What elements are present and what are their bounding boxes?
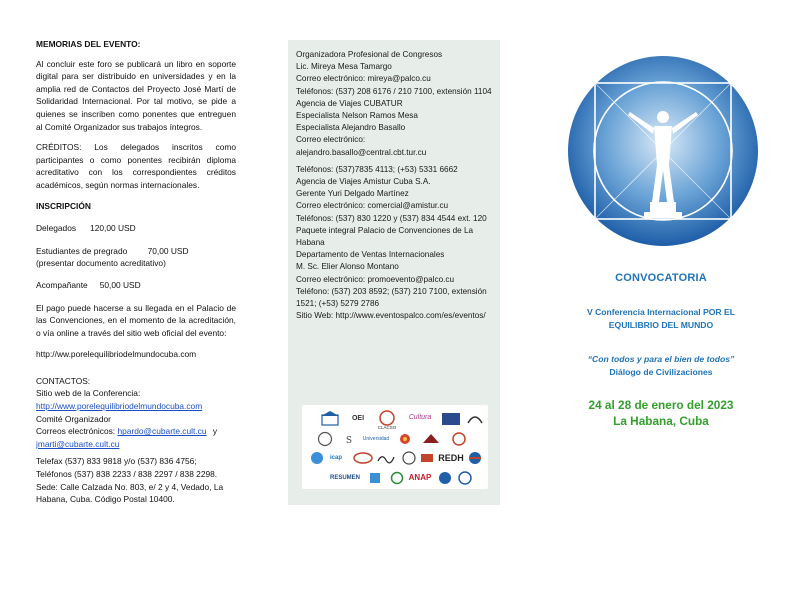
resumen-logo: RESUMEN — [329, 474, 360, 481]
icap-logo: icap — [329, 454, 342, 461]
event-dates-block — [556, 397, 766, 429]
sponsor-logos — [302, 405, 488, 489]
bird-logo-icon — [420, 431, 442, 447]
pago-text: El pago puede hacerse a su llegada en el Palacio de las Convenciones, en el momento de la acreditación, o vía online a través del sitio web oficial del evento: — [36, 302, 236, 338]
contact-line: Teléfonos: (537)7835 4113; (+53) 5331 6662 — [296, 164, 458, 174]
globe-logo-icon — [466, 451, 484, 465]
signature-logo-icon — [376, 451, 396, 465]
telefonos-text: Teléfonos (537) 838 2233 / 838 2297 / 838 2298. — [36, 469, 218, 480]
fee-delegados — [36, 222, 236, 235]
fee-estudiantes — [36, 245, 226, 270]
conference-title: V Conferencia Internacional POR EL EQUILIBRIO DEL MUNDO — [586, 307, 736, 330]
contact-line: Especialista Nelson Ramos Mesa — [296, 111, 418, 121]
contact-line: Teléfonos: (537) 830 1220 y (537) 834 4544 ext. 120 — [296, 213, 487, 223]
contact-line: Teléfono: (537) 203 8592; (537) 210 7100, extensión 1521; (+53) 5279 2786 — [296, 286, 487, 309]
correos-label: Correos electrónicos: — [36, 426, 116, 437]
telefax-text: Telefax (537) 833 9818 y/o (537) 836 4756; — [36, 456, 197, 467]
round-emblem-icon — [450, 431, 468, 447]
fee-label: Estudiantes de pregrado — [36, 245, 128, 256]
fee-value: 70,00 USD (presentar documento acreditativo) — [36, 245, 189, 269]
pago-url: http://ww.porelequilibriodelmundocuba.com — [36, 349, 197, 360]
contact-line: Teléfonos: (537) 208 6176 / 210 7100, extensión 1104 — [296, 86, 492, 96]
contacts-block — [36, 375, 236, 506]
oei-logo: OEI — [351, 414, 365, 422]
contact-line: Sitio Web: http://www.eventospalco.com/es/eventos/ — [296, 311, 486, 321]
middle-panel — [288, 40, 500, 505]
dialogo-subtitle: Diálogo de Civilizaciones — [609, 367, 713, 377]
sitio-link[interactable]: http://www.porelequilibriodelmundocuba.com — [36, 401, 203, 412]
conference-emblem-icon — [568, 40, 758, 267]
un-logo-icon — [310, 451, 324, 465]
contact-line: Correo electrónico: promoevento@palco.cu — [296, 274, 455, 284]
redh-logo: REDH — [438, 452, 464, 463]
ministry-logo-icon — [440, 411, 462, 427]
event-place: La Habana, Cuba — [613, 414, 709, 428]
seal-logo-icon — [316, 431, 334, 447]
fee-value: 50,00 USD — [99, 279, 141, 290]
circle-seal-icon — [402, 451, 416, 465]
contact-line: Gerente Yuri Delgado Martínez — [296, 189, 409, 199]
fee-label: Acompañante — [36, 279, 88, 290]
shield-logo-icon — [438, 471, 452, 485]
creditos-text: CRÉDITOS: Los delegados inscritos como participantes o como ponentes recibirán diploma acreditativo con los correspondientes créditos académicos, según normas internacionales. — [36, 142, 236, 190]
sede-text: Sede: Calle Calzada No. 803, e/ 2 y 4, Vedado, La Habana, Cuba. Código Postal 10400. — [36, 481, 224, 505]
martiano-logo-icon — [466, 411, 484, 427]
left-column — [36, 38, 236, 506]
fee-value: 120,00 USD — [90, 223, 136, 234]
email-link-jmarti[interactable]: jmarti@cubarte.cult.cu — [36, 438, 120, 449]
unesco-logo-icon — [320, 411, 340, 427]
blue-seal-icon — [458, 471, 472, 485]
red-logo-icon — [352, 451, 374, 465]
book-logo-icon — [368, 471, 382, 485]
contact-line: Organizadora Profesional de Congresos — [296, 50, 443, 59]
sgi-logo-icon — [340, 431, 358, 447]
fee-label: Delegados — [36, 223, 77, 234]
contact-line: Agencia de Viajes CUBATUR — [296, 98, 403, 108]
contact-line: M. Sc. Elier Alonso Montano — [296, 262, 399, 272]
clacso-text: CLACSO — [377, 425, 397, 430]
contact-line: Correo electrónico: — [296, 135, 366, 145]
contact-line: Lic. Mireya Mesa Tamargo — [296, 62, 392, 72]
universidad-logo: Universidad — [362, 435, 390, 442]
memorias-text: Al concluir este foro se publicará un libro en soporte digital para ser distribuido en universidades y en la amplia red de Contactos del Proyecto José Martí de Solidaridad Internacional. Por tal motivo, se pide a quienes se inscriben como ponentes que entreguen al Comité Organizador sus trabajos íntegros. — [36, 58, 236, 132]
contact-line: Correo electrónico: comercial@amistur.cu — [296, 201, 449, 211]
contact-line: Departamento de Ventas Internacionales — [296, 250, 445, 260]
email-link-hpardo[interactable]: hpardo@cubarte.cult.cu — [117, 426, 207, 437]
flower-logo-icon — [394, 431, 416, 447]
comite-text: Comité Organizador — [36, 413, 111, 424]
contact-line: Agencia de Viajes Amistur Cuba S.A. — [296, 177, 431, 187]
anap-logo: ANAP — [408, 472, 432, 482]
motto-block — [556, 353, 766, 379]
event-dates: 24 al 28 de enero del 2023 — [588, 398, 734, 412]
motto-quote: “Con todos y para el bien de todos” — [587, 354, 735, 364]
contact-line: Especialista Alejandro Basallo — [296, 123, 406, 133]
sitio-label: Sitio web de la Conferencia: — [36, 388, 141, 399]
clacso-logo-icon — [374, 409, 400, 431]
flag-logo-icon — [420, 451, 434, 465]
conjunction-y: y — [212, 426, 218, 437]
inscripcion-heading: INSCRIPCIÓN — [36, 200, 91, 211]
svg-text:S: S — [345, 436, 353, 446]
contactos-heading: CONTACTOS: — [36, 375, 91, 386]
fee-acompanante — [36, 279, 236, 292]
contact-line: alejandro.basallo@central.cbt.tur.cu — [296, 147, 427, 157]
contact-line: Correo electrónico: mireya@palco.cu — [296, 74, 431, 84]
memorias-heading: MEMORIAS DEL EVENTO: — [36, 39, 141, 49]
convocatoria-title: CONVOCATORIA — [615, 272, 707, 284]
cultura-logo: Cultura — [408, 413, 432, 421]
contact-line: Paquete integral Palacio de Convenciones de La Habana — [296, 225, 474, 248]
wreath-logo-icon — [390, 471, 404, 485]
